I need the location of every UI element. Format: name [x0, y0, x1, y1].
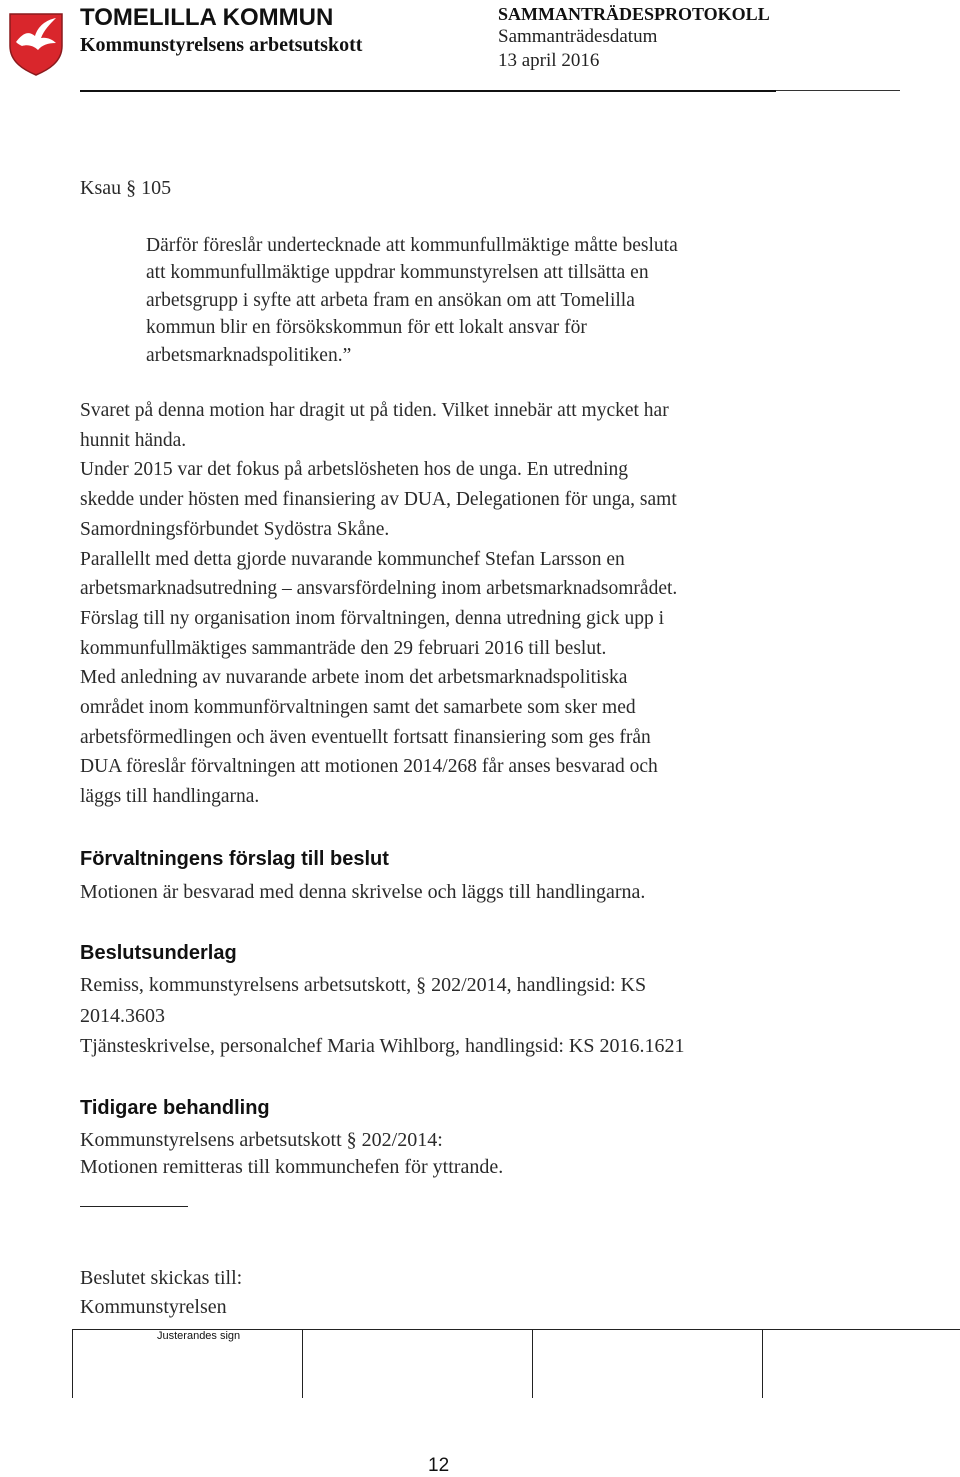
decision-basis-line: 2014.3603 — [80, 1004, 165, 1027]
decision-basis-list — [80, 970, 684, 1062]
proposal-heading: Förvaltningens förslag till beslut — [80, 848, 389, 870]
distribution-list — [80, 1264, 242, 1322]
body-line: Svaret på denna motion har dragit ut på tiden. Vilket innebär att mycket har — [80, 400, 669, 421]
decision-basis-heading: Beslutsunderlag — [80, 942, 237, 964]
previous-handling-heading: Tidigare behandling — [80, 1097, 270, 1119]
signature-cell-border — [72, 1330, 73, 1398]
body-line: kommunfullmäktiges sammanträde den 29 februari 2016 till beslut. — [80, 637, 607, 659]
distribution-line: Kommunstyrelsen — [80, 1296, 227, 1318]
body-line: skedde under hösten med finansiering av DUA, Delegationen för unga, samt — [80, 489, 677, 511]
header-divider-thick — [80, 90, 776, 92]
body-line: Parallellt med detta gjorde nuvarande kommunchef Stefan Larsson en — [80, 548, 625, 570]
signature-label: Justerandes sign — [157, 1330, 241, 1342]
previous-handling-text — [80, 1127, 503, 1181]
body-line: hunnit hända. — [80, 429, 187, 451]
decision-basis-line: Tjänsteskrivelse, personalchef Maria Wihlborg, handlingsid: KS 2016.1621 — [80, 1035, 685, 1057]
organization-unit: Kommunstyrelsens arbetsutskott — [80, 34, 363, 56]
section-reference: Ksau § 105 — [80, 177, 172, 199]
coat-of-arms-seagull-icon — [8, 12, 64, 76]
page-number: 12 — [428, 1455, 450, 1476]
signature-cell-border — [532, 1330, 533, 1398]
proposal-text: Motionen är besvarad med denna skrivelse och läggs till handlingarna. — [80, 881, 646, 903]
response-body — [80, 396, 677, 812]
section-end-rule — [80, 1206, 188, 1207]
signature-cell-border — [302, 1330, 303, 1398]
previous-handling-line: Kommunstyrelsens arbetsutskott § 202/2014: — [80, 1129, 443, 1151]
quote-line: Därför föreslår undertecknade att kommunfullmäktige måtte besluta — [146, 235, 678, 256]
body-line: Under 2015 var det fokus på arbetslösheten hos de unga. En utredning — [80, 459, 629, 481]
body-line: området inom kommunförvaltningen samt det samarbete som sker med — [80, 697, 636, 719]
meeting-date: 13 april 2016 — [498, 50, 600, 71]
document-type: SAMMANTRÄDESPROTOKOLL — [498, 4, 770, 24]
signature-cell-border — [762, 1330, 763, 1398]
motion-quote — [146, 232, 678, 369]
previous-handling-line: Motionen remitteras till kommunchefen för yttrande. — [80, 1156, 504, 1178]
body-line: DUA föreslår förvaltningen att motionen 2014/268 får anses besvarad och — [80, 756, 658, 778]
body-line: Med anledning av nuvarande arbete inom det arbetsmarknadspolitiska — [80, 667, 628, 689]
meeting-date-label: Sammanträdesdatum — [498, 26, 658, 47]
body-line: arbetsmarknadsutredning – ansvarsfördelning inom arbetsmarknadsområdet. — [80, 578, 678, 600]
quote-line: kommun blir en försökskommun för ett lokalt ansvar för — [146, 317, 587, 339]
body-line: läggs till handlingarna. — [80, 786, 260, 808]
quote-line: att kommunfullmäktige uppdrar kommunstyrelsen att tillsätta en — [146, 262, 649, 284]
decision-basis-line: Remiss, kommunstyrelsens arbetsutskott, § 202/2014, handlingsid: KS — [80, 974, 647, 996]
body-line: arbetsförmedlingen och även eventuellt fortsatt finansiering som ges från — [80, 726, 651, 748]
organization-name: TOMELILLA KOMMUN — [80, 4, 334, 31]
body-line: Förslag till ny organisation inom förvaltningen, denna utredning gick upp i — [80, 607, 665, 629]
distribution-line: Beslutet skickas till: — [80, 1267, 243, 1289]
body-line: Samordningsförbundet Sydöstra Skåne. — [80, 518, 390, 540]
quote-line: arbetsmarknadspolitiken.” — [146, 344, 352, 366]
quote-line: arbetsgrupp i syfte att arbeta fram en ansökan om att Tomelilla — [146, 289, 635, 311]
